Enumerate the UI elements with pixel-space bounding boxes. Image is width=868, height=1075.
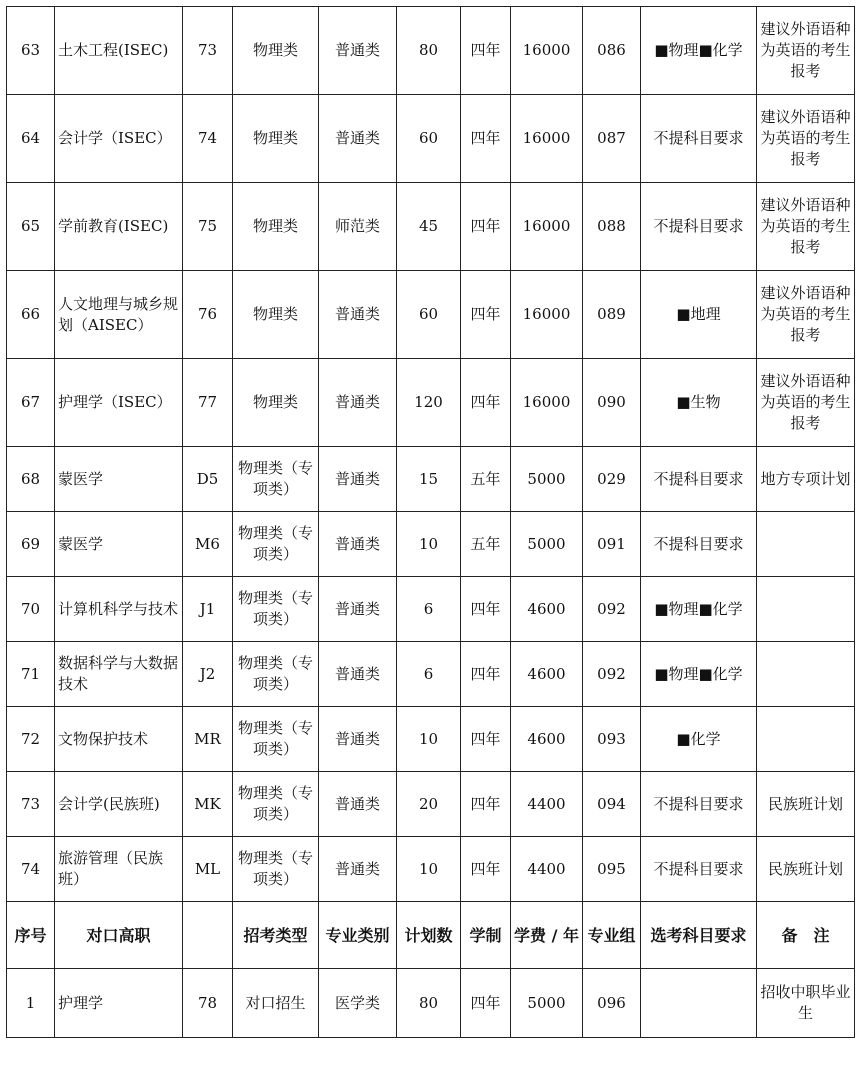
exam-type-cell: 物理类（专项类） bbox=[233, 642, 319, 707]
table-row bbox=[7, 183, 855, 271]
table-row bbox=[7, 447, 855, 512]
seq-cell: 65 bbox=[7, 183, 55, 271]
category-cell: 师范类 bbox=[319, 183, 397, 271]
code-cell: J1 bbox=[183, 577, 233, 642]
subjects-cell: ■生物 bbox=[641, 359, 757, 447]
subjects-cell: 不提科目要求 bbox=[641, 772, 757, 837]
header-fee-cell: 学费 / 年 bbox=[511, 902, 583, 969]
plan-cell: 80 bbox=[397, 969, 461, 1038]
name-cell: 蒙医学 bbox=[55, 447, 183, 512]
seq-cell: 64 bbox=[7, 95, 55, 183]
years-cell: 四年 bbox=[461, 969, 511, 1038]
exam-type-cell: 物理类（专项类） bbox=[233, 707, 319, 772]
group-cell: 087 bbox=[583, 95, 641, 183]
plan-cell: 6 bbox=[397, 642, 461, 707]
category-cell: 普通类 bbox=[319, 512, 397, 577]
seq-cell: 70 bbox=[7, 577, 55, 642]
note-cell: 民族班计划 bbox=[757, 837, 855, 902]
fee-cell: 16000 bbox=[511, 95, 583, 183]
table-row bbox=[7, 642, 855, 707]
header-name-cell: 对口高职 bbox=[55, 902, 183, 969]
note-cell: 民族班计划 bbox=[757, 772, 855, 837]
category-cell: 普通类 bbox=[319, 271, 397, 359]
name-cell: 会计学（ISEC） bbox=[55, 95, 183, 183]
plan-cell: 15 bbox=[397, 447, 461, 512]
group-cell: 092 bbox=[583, 642, 641, 707]
group-cell: 095 bbox=[583, 837, 641, 902]
note-cell: 地方专项计划 bbox=[757, 447, 855, 512]
note-cell: 招收中职毕业生 bbox=[757, 969, 855, 1038]
fee-cell: 5000 bbox=[511, 969, 583, 1038]
name-cell: 蒙医学 bbox=[55, 512, 183, 577]
group-cell: 092 bbox=[583, 577, 641, 642]
header-group-cell: 专业组 bbox=[583, 902, 641, 969]
table-row bbox=[7, 772, 855, 837]
note-cell bbox=[757, 577, 855, 642]
note-cell: 建议外语语种为英语的考生报考 bbox=[757, 183, 855, 271]
exam-type-cell: 对口招生 bbox=[233, 969, 319, 1038]
fee-cell: 16000 bbox=[511, 271, 583, 359]
header-seq-cell: 序号 bbox=[7, 902, 55, 969]
years-cell: 四年 bbox=[461, 95, 511, 183]
fee-cell: 4400 bbox=[511, 837, 583, 902]
category-cell: 普通类 bbox=[319, 772, 397, 837]
seq-cell: 74 bbox=[7, 837, 55, 902]
fee-cell: 5000 bbox=[511, 447, 583, 512]
table-row bbox=[7, 707, 855, 772]
header-category-cell: 专业类别 bbox=[319, 902, 397, 969]
admission-plan-table bbox=[6, 6, 855, 1038]
subjects-cell: 不提科目要求 bbox=[641, 183, 757, 271]
group-cell: 096 bbox=[583, 969, 641, 1038]
group-cell: 089 bbox=[583, 271, 641, 359]
years-cell: 四年 bbox=[461, 359, 511, 447]
category-cell: 普通类 bbox=[319, 642, 397, 707]
code-cell: 77 bbox=[183, 359, 233, 447]
seq-cell: 72 bbox=[7, 707, 55, 772]
exam-type-cell: 物理类（专项类） bbox=[233, 512, 319, 577]
header-exam-type-cell: 招考类型 bbox=[233, 902, 319, 969]
seq-cell: 63 bbox=[7, 7, 55, 95]
exam-type-cell: 物理类（专项类） bbox=[233, 837, 319, 902]
years-cell: 四年 bbox=[461, 7, 511, 95]
code-cell: D5 bbox=[183, 447, 233, 512]
years-cell: 四年 bbox=[461, 271, 511, 359]
note-cell: 建议外语语种为英语的考生报考 bbox=[757, 95, 855, 183]
table-row bbox=[7, 359, 855, 447]
seq-cell: 71 bbox=[7, 642, 55, 707]
header-subjects-cell: 选考科目要求 bbox=[641, 902, 757, 969]
fee-cell: 4400 bbox=[511, 772, 583, 837]
fee-cell: 4600 bbox=[511, 642, 583, 707]
note-cell: 建议外语语种为英语的考生报考 bbox=[757, 7, 855, 95]
plan-cell: 80 bbox=[397, 7, 461, 95]
group-cell: 091 bbox=[583, 512, 641, 577]
category-cell: 普通类 bbox=[319, 707, 397, 772]
seq-cell: 66 bbox=[7, 271, 55, 359]
code-cell: MR bbox=[183, 707, 233, 772]
fee-cell: 16000 bbox=[511, 183, 583, 271]
table-row bbox=[7, 271, 855, 359]
group-cell: 088 bbox=[583, 183, 641, 271]
group-cell: 090 bbox=[583, 359, 641, 447]
exam-type-cell: 物理类 bbox=[233, 95, 319, 183]
fee-cell: 4600 bbox=[511, 577, 583, 642]
subjects-cell bbox=[641, 969, 757, 1038]
years-cell: 四年 bbox=[461, 183, 511, 271]
note-cell: 建议外语语种为英语的考生报考 bbox=[757, 271, 855, 359]
name-cell: 计算机科学与技术 bbox=[55, 577, 183, 642]
plan-cell: 10 bbox=[397, 837, 461, 902]
years-cell: 四年 bbox=[461, 577, 511, 642]
name-cell: 护理学（ISEC） bbox=[55, 359, 183, 447]
code-cell: 78 bbox=[183, 969, 233, 1038]
subjects-cell: ■物理■化学 bbox=[641, 7, 757, 95]
group-cell: 094 bbox=[583, 772, 641, 837]
seq-cell: 67 bbox=[7, 359, 55, 447]
table-row bbox=[7, 7, 855, 95]
fee-cell: 4600 bbox=[511, 707, 583, 772]
exam-type-cell: 物理类 bbox=[233, 359, 319, 447]
exam-type-cell: 物理类（专项类） bbox=[233, 772, 319, 837]
code-cell: 75 bbox=[183, 183, 233, 271]
group-cell: 093 bbox=[583, 707, 641, 772]
seq-cell: 73 bbox=[7, 772, 55, 837]
name-cell: 人文地理与城乡规划（AISEC） bbox=[55, 271, 183, 359]
subjects-cell: ■地理 bbox=[641, 271, 757, 359]
plan-cell: 20 bbox=[397, 772, 461, 837]
exam-type-cell: 物理类 bbox=[233, 183, 319, 271]
group-cell: 086 bbox=[583, 7, 641, 95]
exam-type-cell: 物理类（专项类） bbox=[233, 577, 319, 642]
name-cell: 会计学(民族班) bbox=[55, 772, 183, 837]
note-cell bbox=[757, 642, 855, 707]
table-row bbox=[7, 969, 855, 1038]
code-cell: MK bbox=[183, 772, 233, 837]
seq-cell: 69 bbox=[7, 512, 55, 577]
years-cell: 五年 bbox=[461, 447, 511, 512]
subjects-cell: ■物理■化学 bbox=[641, 642, 757, 707]
name-cell: 学前教育(ISEC) bbox=[55, 183, 183, 271]
header-row bbox=[7, 902, 855, 969]
subjects-cell: ■物理■化学 bbox=[641, 577, 757, 642]
code-cell: M6 bbox=[183, 512, 233, 577]
subjects-cell: 不提科目要求 bbox=[641, 447, 757, 512]
plan-cell: 60 bbox=[397, 95, 461, 183]
subjects-cell: 不提科目要求 bbox=[641, 837, 757, 902]
code-cell: 73 bbox=[183, 7, 233, 95]
subjects-cell: 不提科目要求 bbox=[641, 512, 757, 577]
header-years-cell: 学制 bbox=[461, 902, 511, 969]
name-cell: 土木工程(ISEC) bbox=[55, 7, 183, 95]
header-code-cell bbox=[183, 902, 233, 969]
name-cell: 护理学 bbox=[55, 969, 183, 1038]
exam-type-cell: 物理类 bbox=[233, 7, 319, 95]
note-cell bbox=[757, 707, 855, 772]
header-note-cell: 备 注 bbox=[757, 902, 855, 969]
plan-cell: 10 bbox=[397, 512, 461, 577]
name-cell: 旅游管理（民族班） bbox=[55, 837, 183, 902]
exam-type-cell: 物理类（专项类） bbox=[233, 447, 319, 512]
subjects-cell: ■化学 bbox=[641, 707, 757, 772]
note-cell bbox=[757, 512, 855, 577]
code-cell: 74 bbox=[183, 95, 233, 183]
name-cell: 文物保护技术 bbox=[55, 707, 183, 772]
plan-cell: 6 bbox=[397, 577, 461, 642]
table-row bbox=[7, 95, 855, 183]
category-cell: 医学类 bbox=[319, 969, 397, 1038]
table-body bbox=[7, 7, 855, 1038]
plan-cell: 120 bbox=[397, 359, 461, 447]
plan-cell: 45 bbox=[397, 183, 461, 271]
category-cell: 普通类 bbox=[319, 447, 397, 512]
group-cell: 029 bbox=[583, 447, 641, 512]
category-cell: 普通类 bbox=[319, 359, 397, 447]
years-cell: 四年 bbox=[461, 772, 511, 837]
fee-cell: 16000 bbox=[511, 359, 583, 447]
category-cell: 普通类 bbox=[319, 577, 397, 642]
code-cell: 76 bbox=[183, 271, 233, 359]
table-row bbox=[7, 512, 855, 577]
header-plan-cell: 计划数 bbox=[397, 902, 461, 969]
code-cell: ML bbox=[183, 837, 233, 902]
table-row bbox=[7, 577, 855, 642]
fee-cell: 5000 bbox=[511, 512, 583, 577]
seq-cell: 68 bbox=[7, 447, 55, 512]
seq-cell: 1 bbox=[7, 969, 55, 1038]
name-cell: 数据科学与大数据技术 bbox=[55, 642, 183, 707]
category-cell: 普通类 bbox=[319, 837, 397, 902]
table-row bbox=[7, 837, 855, 902]
subjects-cell: 不提科目要求 bbox=[641, 95, 757, 183]
plan-cell: 10 bbox=[397, 707, 461, 772]
fee-cell: 16000 bbox=[511, 7, 583, 95]
years-cell: 四年 bbox=[461, 642, 511, 707]
exam-type-cell: 物理类 bbox=[233, 271, 319, 359]
years-cell: 四年 bbox=[461, 837, 511, 902]
plan-cell: 60 bbox=[397, 271, 461, 359]
years-cell: 四年 bbox=[461, 707, 511, 772]
category-cell: 普通类 bbox=[319, 95, 397, 183]
code-cell: J2 bbox=[183, 642, 233, 707]
category-cell: 普通类 bbox=[319, 7, 397, 95]
note-cell: 建议外语语种为英语的考生报考 bbox=[757, 359, 855, 447]
years-cell: 五年 bbox=[461, 512, 511, 577]
